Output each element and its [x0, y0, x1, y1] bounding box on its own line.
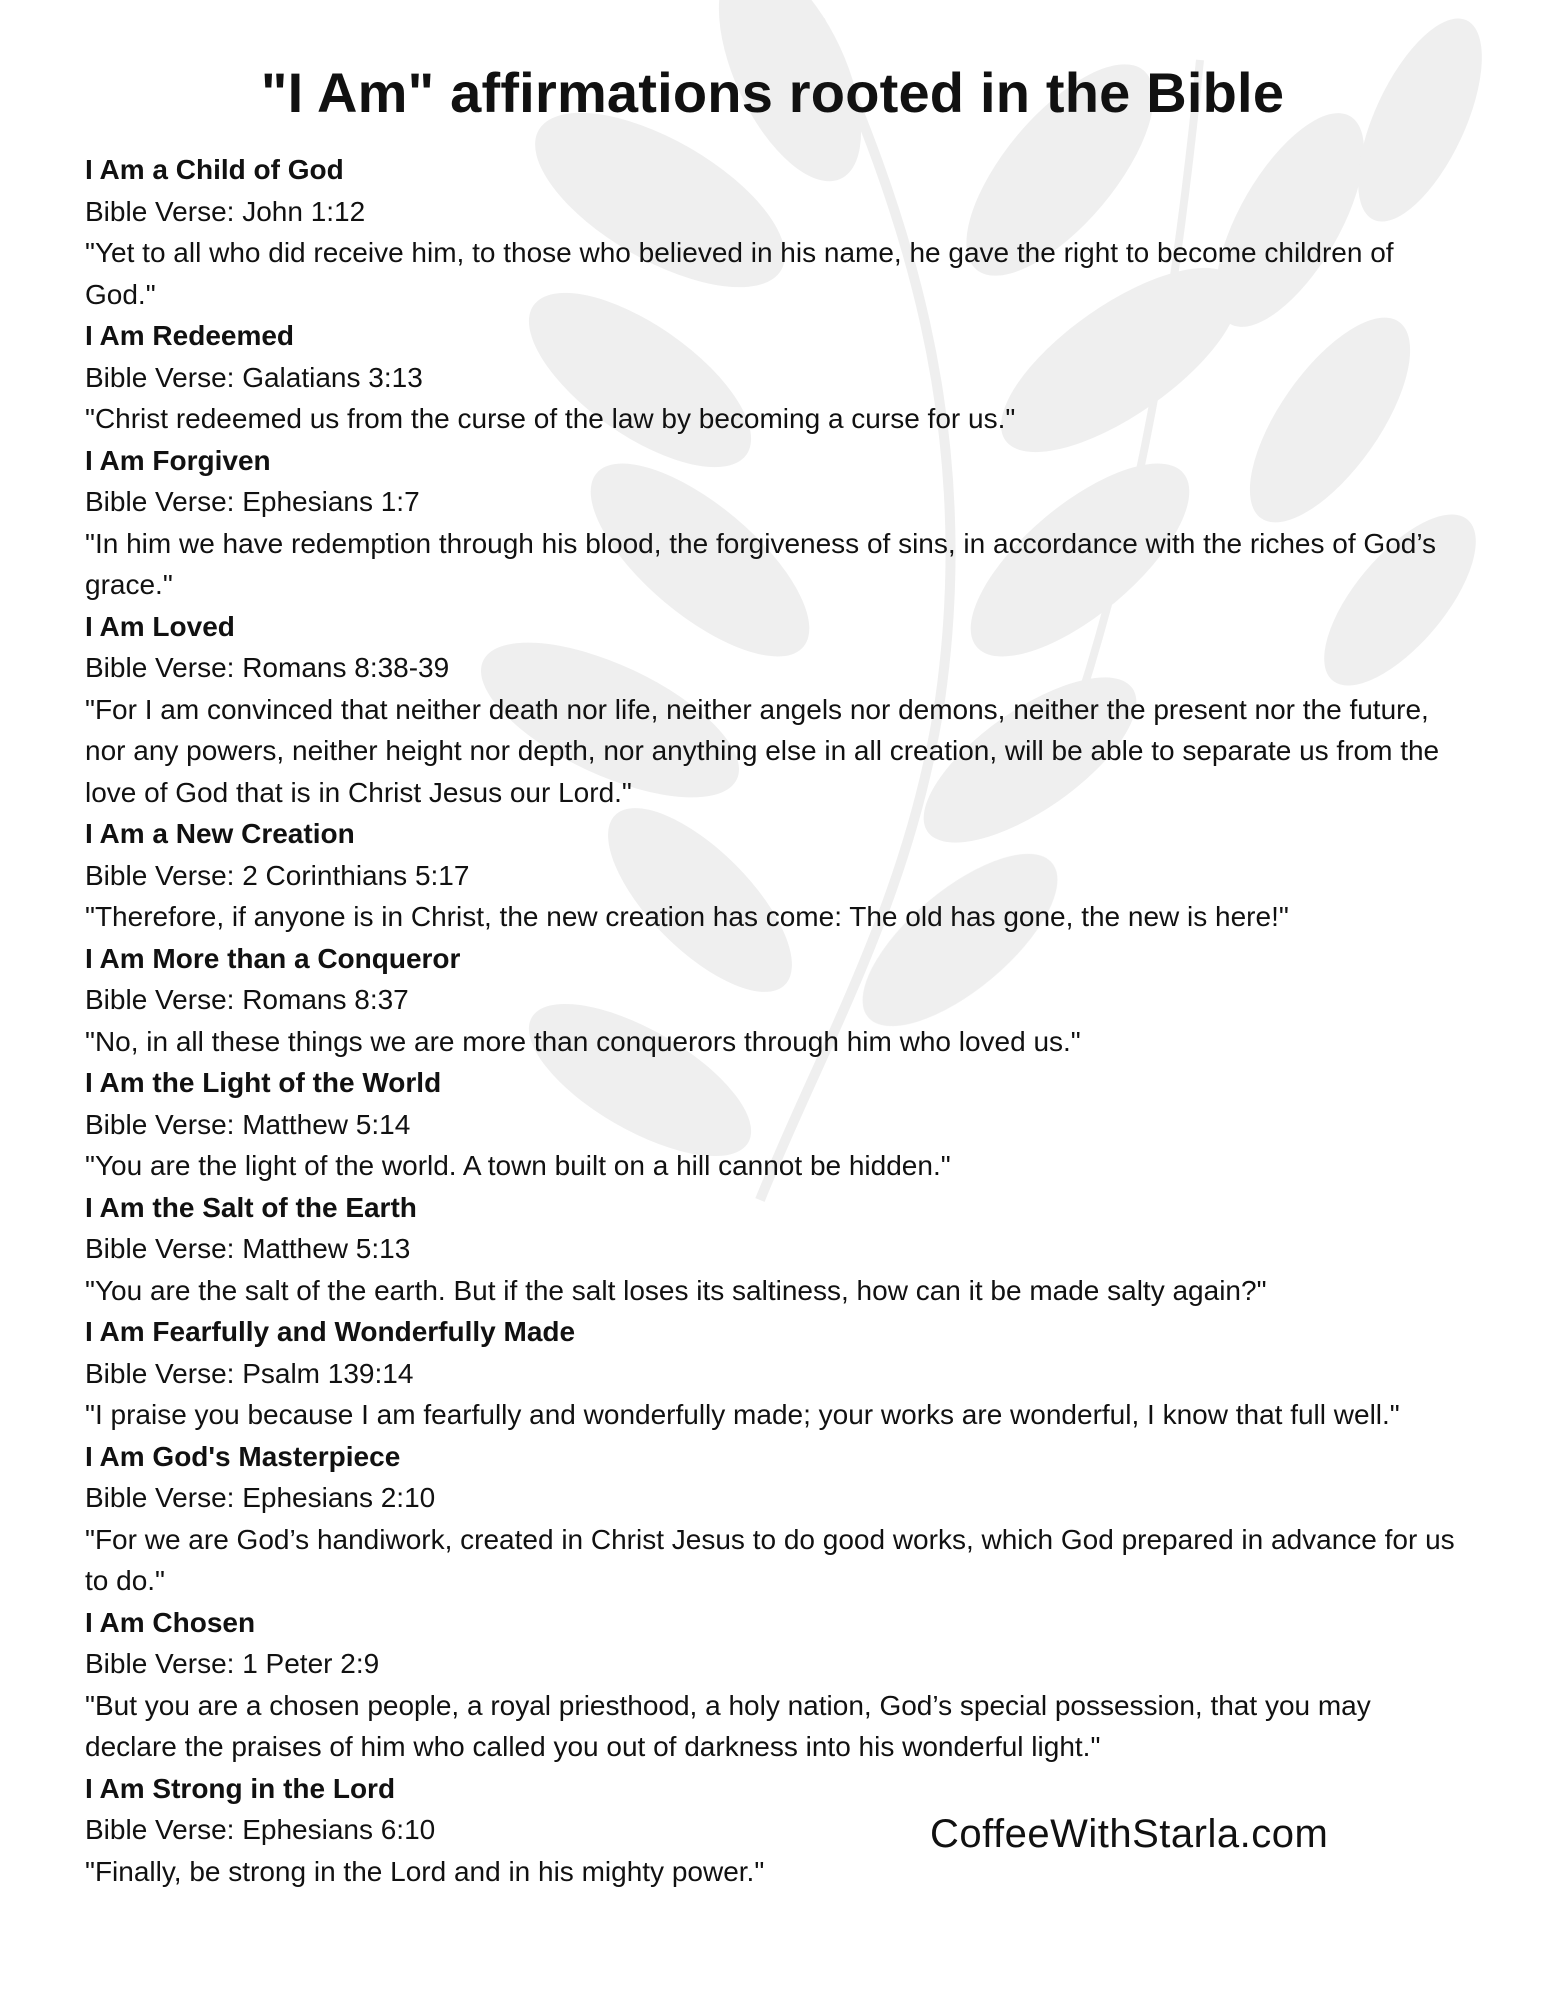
- affirmation-heading: I Am Forgiven: [85, 444, 271, 476]
- verse-reference: Bible Verse: Romans 8:38-39: [85, 652, 450, 683]
- verse-reference: Bible Verse: Ephesians 1:7: [85, 486, 420, 517]
- verse-reference: Bible Verse: Matthew 5:13: [85, 1233, 411, 1264]
- verse-quote: "Yet to all who did receive him, to those who believed in his name, he gave the right to become children of God.": [85, 237, 1394, 310]
- affirmation-heading: I Am the Salt of the Earth: [85, 1191, 417, 1223]
- affirmation-heading: I Am Redeemed: [85, 320, 295, 351]
- affirmation-heading: I Am More than a Conqueror: [85, 942, 461, 974]
- site-watermark: CoffeeWithStarla.com: [930, 1812, 1329, 1856]
- affirmation-item: [85, 149, 1465, 315]
- verse-reference: Bible Verse: Ephesians 6:10: [85, 1814, 436, 1845]
- affirmation-heading: I Am God's Masterpiece: [85, 1440, 401, 1472]
- verse-quote: "Christ redeemed us from the curse of the law by becoming a curse for us.": [85, 403, 1016, 434]
- affirmation-heading: I Am Chosen: [85, 1606, 256, 1638]
- affirmation-item: [85, 1602, 1465, 1768]
- affirmation-heading: I Am the Light of the World: [85, 1067, 442, 1098]
- verse-reference: Bible Verse: Matthew 5:14: [85, 1108, 411, 1140]
- affirmation-item: [85, 1062, 1465, 1187]
- verse-reference: Bible Verse: Ephesians 2:10: [85, 1482, 436, 1513]
- affirmation-heading: I Am a Child of God: [85, 154, 344, 185]
- affirmation-item: [85, 938, 1465, 1063]
- verse-reference: Bible Verse: Psalm 139:14: [85, 1357, 414, 1389]
- verse-quote: "Therefore, if anyone is in Christ, the new creation has come: The old has gone, the new is here!": [85, 901, 1289, 932]
- affirmation-heading: I Am Fearfully and Wonderfully Made: [85, 1316, 576, 1347]
- verse-quote: "For I am convinced that neither death nor life, neither angels nor demons, neither the present nor the future, nor any powers, neither height nor depth, nor anything else in all creation, will be able to separate us from the love of God that is in Christ Jesus our Lord.": [85, 693, 1440, 808]
- verse-reference: Bible Verse: Romans 8:37: [85, 984, 409, 1015]
- verse-reference: Bible Verse: 1 Peter 2:9: [85, 1648, 380, 1679]
- page-title: "I Am" affirmations rooted in the Bible: [260, 61, 1285, 124]
- verse-quote: "You are the salt of the earth. But if the salt loses its saltiness, how can it be made salty again?": [85, 1274, 1267, 1306]
- affirmation-item: [85, 1311, 1465, 1436]
- affirmation-item: [85, 1187, 1465, 1312]
- verse-reference: Bible Verse: John 1:12: [85, 195, 366, 227]
- verse-reference: Bible Verse: Galatians 3:13: [85, 361, 423, 393]
- affirmation-heading: I Am Strong in the Lord: [85, 1772, 396, 1804]
- verse-quote: "For we are God’s handiwork, created in Christ Jesus to do good works, which God prepared in advance for us to do.": [85, 1523, 1455, 1596]
- verse-quote: "Finally, be strong in the Lord and in his mighty power.": [85, 1855, 765, 1887]
- verse-quote: "But you are a chosen people, a royal priesthood, a holy nation, God’s special possession, that you may declare the praises of him who called you out of darkness into his wonderful light.": [85, 1689, 1371, 1762]
- affirmation-heading: I Am Loved: [85, 610, 235, 642]
- verse-quote: "I praise you because I am fearfully and wonderfully made; your works are wonderful, I know that full well.": [85, 1399, 1400, 1430]
- verse-quote: "In him we have redemption through his blood, the forgiveness of sins, in accordance with the riches of God’s grace.": [85, 527, 1437, 600]
- affirmation-item: [85, 440, 1465, 606]
- affirmation-item: [85, 813, 1465, 938]
- affirmation-item: [85, 315, 1465, 440]
- verse-quote: "No, in all these things we are more than conquerors through him who loved us.": [85, 1025, 1081, 1057]
- affirmation-heading: I Am a New Creation: [85, 818, 355, 849]
- affirmation-item: [85, 1436, 1465, 1602]
- verse-quote: "You are the light of the world. A town built on a hill cannot be hidden.": [85, 1150, 951, 1181]
- verse-reference: Bible Verse: 2 Corinthians 5:17: [85, 859, 470, 891]
- affirmations-list: [85, 149, 1465, 1892]
- affirmation-item: [85, 606, 1465, 814]
